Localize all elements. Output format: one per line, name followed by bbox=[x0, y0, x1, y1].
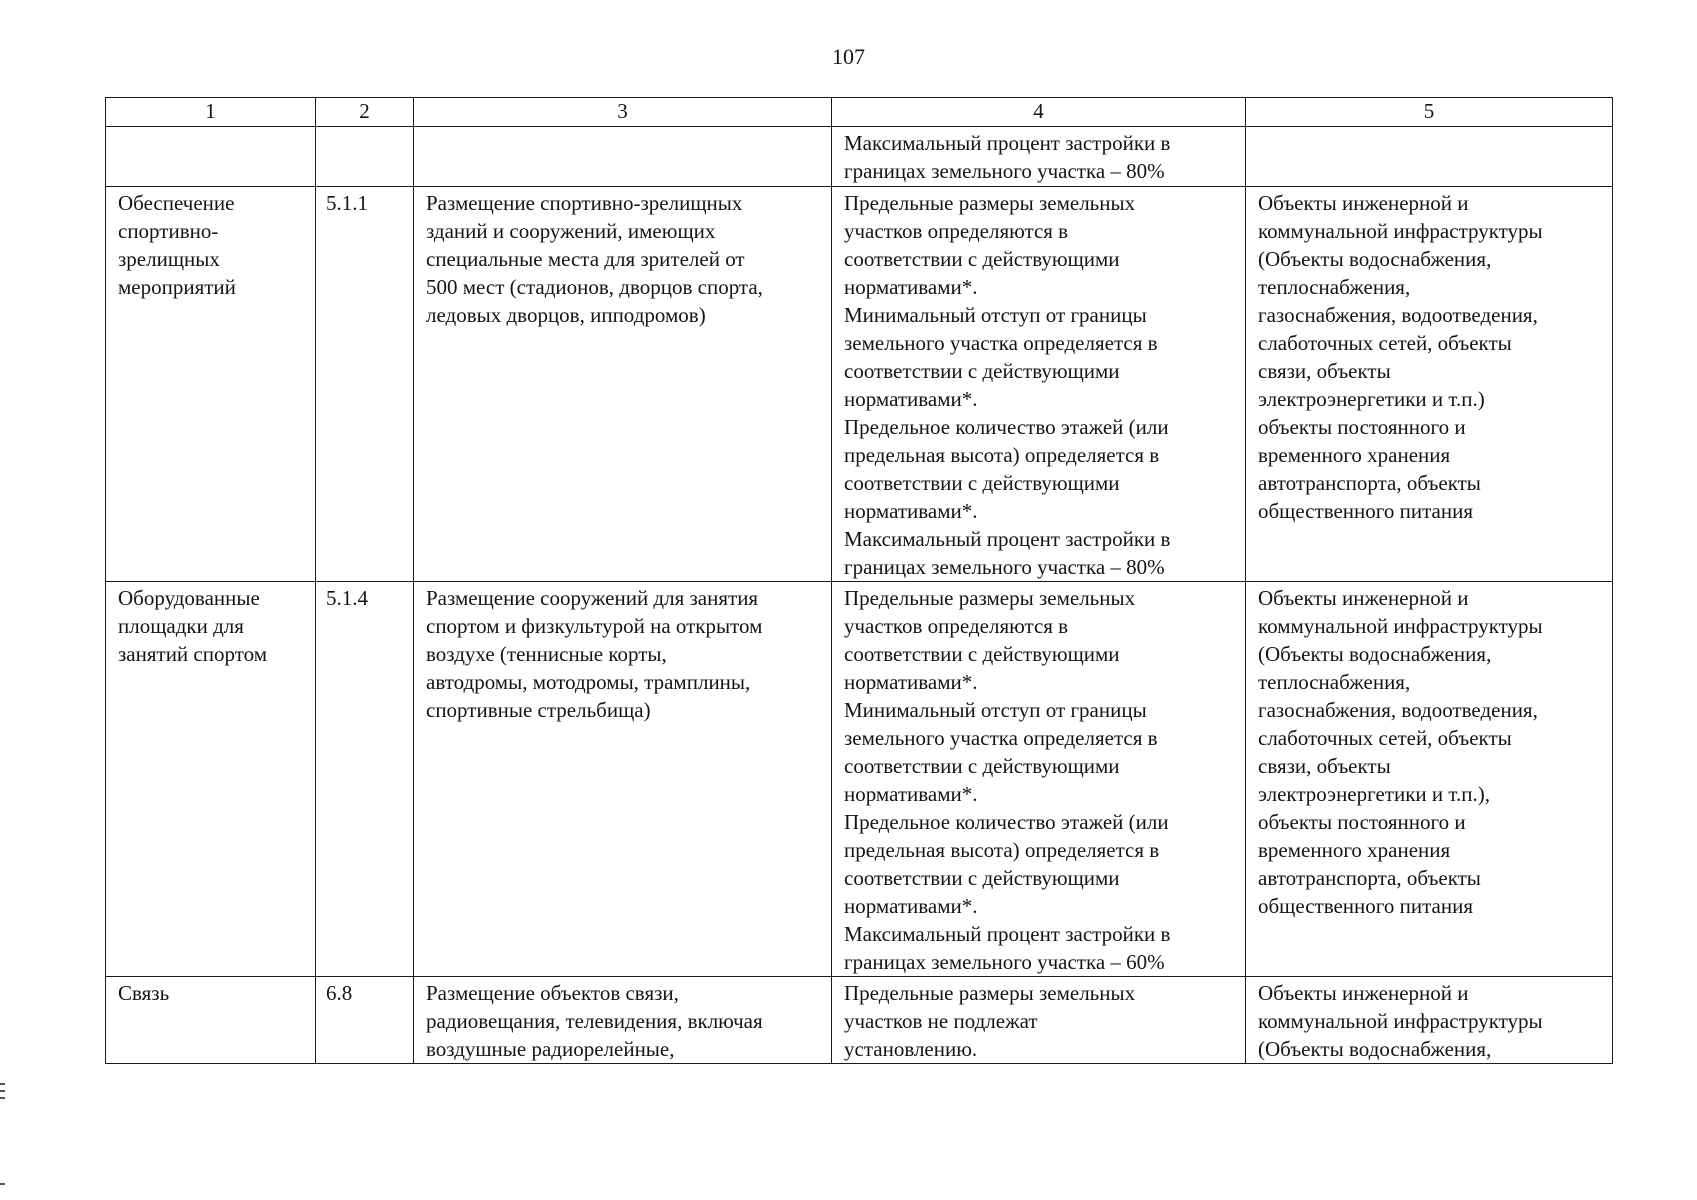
cell-parameters: Предельные размеры земельных участков определяются в соответствии с действующими нормативами*. Минимальный отступ от границы земельного участка определяется в соответствии с действующими нормативами*. Предельное количество этажей (или предельная высота) определяется в соответствии с действующими нормативами*. Максимальный процент застройки в границах земельного участка – 80% bbox=[832, 187, 1246, 582]
scan-margin-mark bbox=[0, 1183, 5, 1185]
header-cell-5: 5 bbox=[1246, 98, 1613, 127]
scan-margin-mark bbox=[0, 1083, 5, 1085]
cell-auxiliary-uses bbox=[1246, 127, 1613, 187]
cell-use-type: Связь bbox=[106, 977, 316, 1064]
table-header-row bbox=[106, 98, 1613, 127]
cell-auxiliary-uses: Объекты инженерной и коммунальной инфраструктуры (Объекты водоснабжения, теплоснабжения, газоснабжения, водоотведения, слаботочных сетей, объекты связи, объекты электроэнергетики и т.п.), объекты постоянного и временного хранения автотранспорта, объекты общественного питания bbox=[1246, 582, 1613, 977]
cell-description bbox=[414, 127, 832, 187]
cell-use-type bbox=[106, 127, 316, 187]
cell-use-type: Оборудованные площадки для занятий спортом bbox=[106, 582, 316, 977]
cell-parameters: Предельные размеры земельных участков определяются в соответствии с действующими нормативами*. Минимальный отступ от границы земельного участка определяется в соответствии с действующими нормативами*. Предельное количество этажей (или предельная высота) определяется в соответствии с действующими нормативами*. Максимальный процент застройки в границах земельного участка – 60% bbox=[832, 582, 1246, 977]
table-row bbox=[106, 977, 1613, 1064]
land-use-table bbox=[105, 97, 1613, 1064]
cell-code: 5.1.4 bbox=[316, 582, 414, 977]
cell-code: 6.8 bbox=[316, 977, 414, 1064]
scan-margin-mark bbox=[0, 1090, 5, 1092]
scan-margin-mark bbox=[0, 1097, 5, 1099]
cell-description: Размещение объектов связи, радиовещания, телевидения, включая воздушные радиорелейные, bbox=[414, 977, 832, 1064]
cell-use-type: Обеспечение спортивно- зрелищных мероприятий bbox=[106, 187, 316, 582]
header-cell-4: 4 bbox=[832, 98, 1246, 127]
cell-code: 5.1.1 bbox=[316, 187, 414, 582]
cell-code bbox=[316, 127, 414, 187]
table-row bbox=[106, 127, 1613, 187]
cell-parameters: Максимальный процент застройки в границах земельного участка – 80% bbox=[832, 127, 1246, 187]
table-row bbox=[106, 582, 1613, 977]
cell-parameters: Предельные размеры земельных участков не подлежат установлению. bbox=[832, 977, 1246, 1064]
cell-description: Размещение сооружений для занятия спортом и физкультурой на открытом воздухе (теннисные корты, автодромы, мотодромы, трамплины, спортивные стрельбища) bbox=[414, 582, 832, 977]
table-row bbox=[106, 187, 1613, 582]
cell-auxiliary-uses: Объекты инженерной и коммунальной инфраструктуры (Объекты водоснабжения, bbox=[1246, 977, 1613, 1064]
header-cell-1: 1 bbox=[106, 98, 316, 127]
cell-auxiliary-uses: Объекты инженерной и коммунальной инфраструктуры (Объекты водоснабжения, теплоснабжения, газоснабжения, водоотведения, слаботочных сетей, объекты связи, объекты электроэнергетики и т.п.) объекты постоянного и временного хранения автотранспорта, объекты общественного питания bbox=[1246, 187, 1613, 582]
header-cell-3: 3 bbox=[414, 98, 832, 127]
header-cell-2: 2 bbox=[316, 98, 414, 127]
cell-description: Размещение спортивно-зрелищных зданий и сооружений, имеющих специальные места для зрителей от 500 мест (стадионов, дворцов спорта, ледовых дворцов, ипподромов) bbox=[414, 187, 832, 582]
page-number: 107 bbox=[832, 44, 865, 69]
